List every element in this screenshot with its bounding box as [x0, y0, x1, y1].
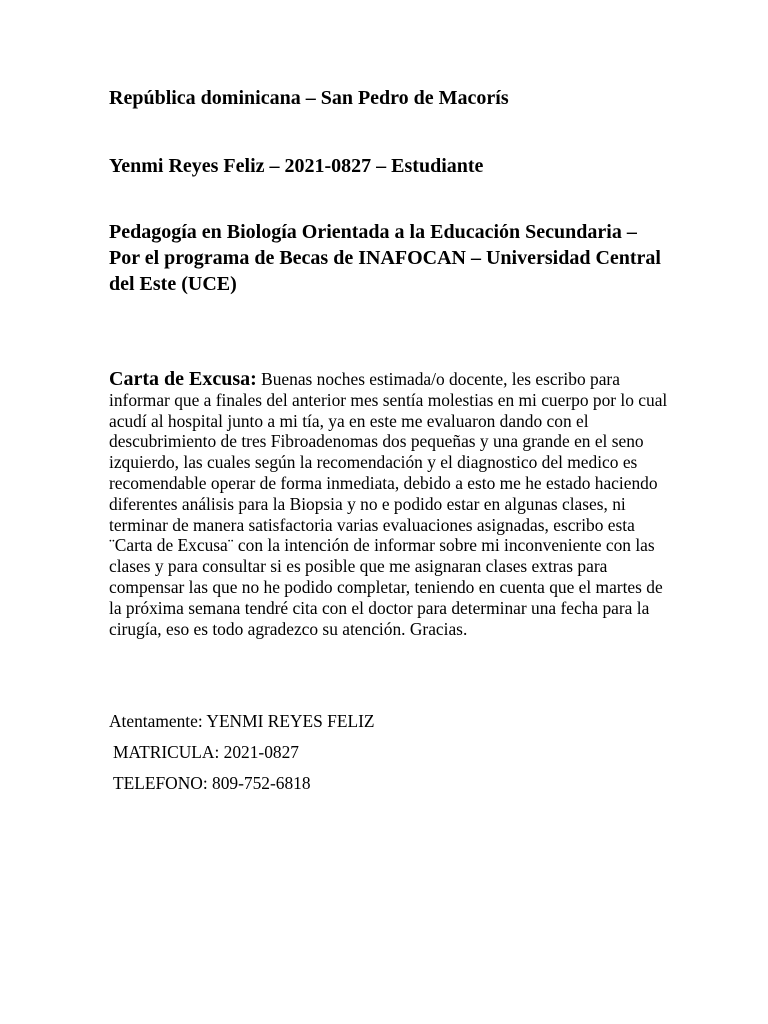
letter-body [109, 369, 669, 639]
location-heading: República dominicana – San Pedro de Macorís [109, 87, 509, 109]
letter-text: Buenas noches estimada/o docente, les escribo para informar que a finales del anterior mes sentía molestias en mi cuerpo por lo cual acudí al hospital junto a mi tía, ya en este me evaluaron dando con el descubrimiento de tres Fibroadenomas dos pequeñas y una grande en el seno izquierdo, las cuales según la recomendación y el diagnostico del medico es recomendable operar de forma inmediata, debido a esto me he estado haciendo diferentes análisis para la Biopsia y no e podido estar en algunas clases, ni terminar de manera satisfactoria varias evaluaciones asignadas, escribo esta ¨Carta de Excusa¨ con la intención de informar sobre mi inconveniente con las clases y para consultar si es posible que me asignaran clases extras para compensar las que no he podido completar, teniendo en cuenta que el martes de la próxima semana tendré cita con el doctor para determinar una fecha para la cirugía, eso es todo agradezco su atención. Gracias. [109, 369, 668, 639]
signature-telefono: TELEFONO: 809-752-6818 [113, 773, 311, 793]
signature-matricula: MATRICULA: 2021-0827 [113, 742, 299, 762]
letter-lead: Carta de Excusa: [109, 368, 257, 390]
student-heading: Yenmi Reyes Feliz – 2021-0827 – Estudiante [109, 155, 484, 177]
program-heading: Pedagogía en Biología Orientada a la Educación Secundaria – Por el programa de Becas de INAFOCAN – Universidad Central del Este (UCE) [109, 221, 661, 295]
signature-closing: Atentamente: YENMI REYES FELIZ [109, 711, 375, 731]
